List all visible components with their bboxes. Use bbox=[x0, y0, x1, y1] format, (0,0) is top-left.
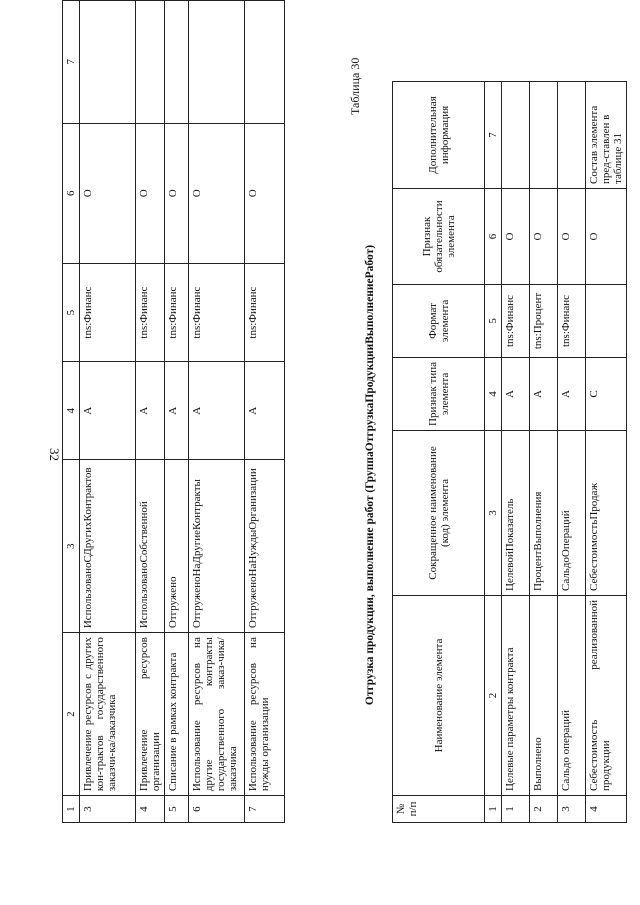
element-type: А bbox=[136, 362, 165, 460]
element-info bbox=[558, 82, 586, 189]
element-required: О bbox=[586, 189, 627, 285]
element-type: А bbox=[245, 362, 285, 460]
header-cell: Наименование элемента bbox=[393, 596, 485, 796]
element-type: А bbox=[530, 358, 558, 431]
element-name: Выполнено bbox=[530, 596, 558, 796]
elements-table bbox=[392, 81, 627, 823]
element-code: ПроцентВыполнения bbox=[530, 431, 558, 596]
table-row bbox=[530, 82, 558, 823]
element-info bbox=[245, 1, 285, 124]
element-required: О bbox=[80, 123, 136, 263]
header-cell: Дополнительная информация bbox=[393, 82, 485, 189]
element-required: О bbox=[189, 123, 245, 263]
element-format: tns:Финанс bbox=[165, 263, 189, 361]
element-name: Себестоимость реализованной продукции bbox=[586, 596, 627, 796]
continued-table bbox=[62, 0, 285, 823]
col-number: 1 bbox=[485, 796, 502, 823]
column-numbers-row bbox=[485, 82, 502, 823]
col-number: 3 bbox=[485, 431, 502, 596]
row-number: 5 bbox=[165, 796, 189, 823]
element-code: СальдоОпераций bbox=[558, 431, 586, 596]
element-required: О bbox=[558, 189, 586, 285]
col-number: 5 bbox=[485, 285, 502, 358]
table-row bbox=[586, 82, 627, 823]
col-number: 2 bbox=[485, 596, 502, 796]
header-cell: Формат элемента bbox=[393, 285, 485, 358]
element-required: О bbox=[530, 189, 558, 285]
row-number: 6 bbox=[189, 796, 245, 823]
table-row bbox=[558, 82, 586, 823]
header-cell: Признак обязательности элемента bbox=[393, 189, 485, 285]
page-number: 32 bbox=[47, 448, 62, 461]
element-format: tns:Финанс bbox=[502, 285, 530, 358]
column-numbers-row bbox=[63, 1, 80, 823]
table-number: Таблица 30 bbox=[348, 57, 362, 115]
element-format: tns:Финанс bbox=[245, 263, 285, 361]
table-row bbox=[245, 1, 285, 823]
element-code: Отгружено bbox=[165, 460, 189, 633]
element-code: ИспользованоСобственной bbox=[136, 460, 165, 633]
col-number: 6 bbox=[63, 123, 80, 263]
row-number: 1 bbox=[502, 796, 530, 823]
element-code: ОтгруженоНаДругиеКонтракты bbox=[189, 460, 245, 633]
element-required: О bbox=[136, 123, 165, 263]
element-type: А bbox=[80, 362, 136, 460]
element-type: А bbox=[558, 358, 586, 431]
element-format bbox=[586, 285, 627, 358]
element-format: tns:Финанс bbox=[558, 285, 586, 358]
section-title: Отгрузка продукции, выполнение работ (ГруппаОтгрузкаПродукцииВыполнениеРабот) bbox=[364, 244, 376, 706]
row-number: 4 bbox=[586, 796, 627, 823]
table-row bbox=[189, 1, 245, 823]
col-number: 3 bbox=[63, 460, 80, 633]
element-info bbox=[80, 1, 136, 124]
element-name: Привлечение ресурсов с других кон-трактов государственного заказчи-ка/заказчика bbox=[80, 633, 136, 796]
col-number: 7 bbox=[485, 82, 502, 189]
element-name: Списание в рамках контракта bbox=[165, 633, 189, 796]
element-name: Использование ресурсов на другие контракты государственного заказ-чика/заказчика bbox=[189, 633, 245, 796]
element-format: tns:Финанс bbox=[80, 263, 136, 361]
element-type: А bbox=[502, 358, 530, 431]
row-number: 3 bbox=[80, 796, 136, 823]
row-number: 4 bbox=[136, 796, 165, 823]
row-number: 2 bbox=[530, 796, 558, 823]
col-number: 4 bbox=[63, 362, 80, 460]
element-code: ИспользованоСДругихКонтрактов bbox=[80, 460, 136, 633]
col-number: 7 bbox=[63, 1, 80, 124]
header-row bbox=[393, 82, 485, 823]
element-info bbox=[165, 1, 189, 124]
element-code: ОтгруженоНаНуждыОрганизации bbox=[245, 460, 285, 633]
header-cell: Признак типа элемента bbox=[393, 358, 485, 431]
element-name: Привлечение ресурсов организации bbox=[136, 633, 165, 796]
element-type: А bbox=[165, 362, 189, 460]
col-number: 2 bbox=[63, 633, 80, 796]
element-info bbox=[502, 82, 530, 189]
element-format: tns:Финанс bbox=[189, 263, 245, 361]
table-row bbox=[136, 1, 165, 823]
col-number: 6 bbox=[485, 189, 502, 285]
element-required: О bbox=[165, 123, 189, 263]
header-cell: Сокращенное наименование (код) элемента bbox=[393, 431, 485, 596]
col-number: 5 bbox=[63, 263, 80, 361]
element-name: Сальдо операций bbox=[558, 596, 586, 796]
element-format: tns:Финанс bbox=[136, 263, 165, 361]
table-row bbox=[80, 1, 136, 823]
element-code: ЦелевойПоказатель bbox=[502, 431, 530, 596]
element-required: О bbox=[245, 123, 285, 263]
col-number: 4 bbox=[485, 358, 502, 431]
table-row bbox=[165, 1, 189, 823]
element-info bbox=[530, 82, 558, 189]
header-cell: № п/п bbox=[393, 796, 485, 823]
col-number: 1 bbox=[63, 796, 80, 823]
element-type: А bbox=[189, 362, 245, 460]
element-name: Использование ресурсов на нужды организации bbox=[245, 633, 285, 796]
row-number: 7 bbox=[245, 796, 285, 823]
element-type: С bbox=[586, 358, 627, 431]
element-format: tns:Процент bbox=[530, 285, 558, 358]
row-number: 3 bbox=[558, 796, 586, 823]
element-required: О bbox=[502, 189, 530, 285]
table-row bbox=[502, 82, 530, 823]
element-name: Целевые параметры контракта bbox=[502, 596, 530, 796]
element-info bbox=[136, 1, 165, 124]
element-code: СебестоимостьПродаж bbox=[586, 431, 627, 596]
element-info: Состав элемента пред-ставлен в таблице 31 bbox=[586, 82, 627, 189]
element-info bbox=[189, 1, 245, 124]
